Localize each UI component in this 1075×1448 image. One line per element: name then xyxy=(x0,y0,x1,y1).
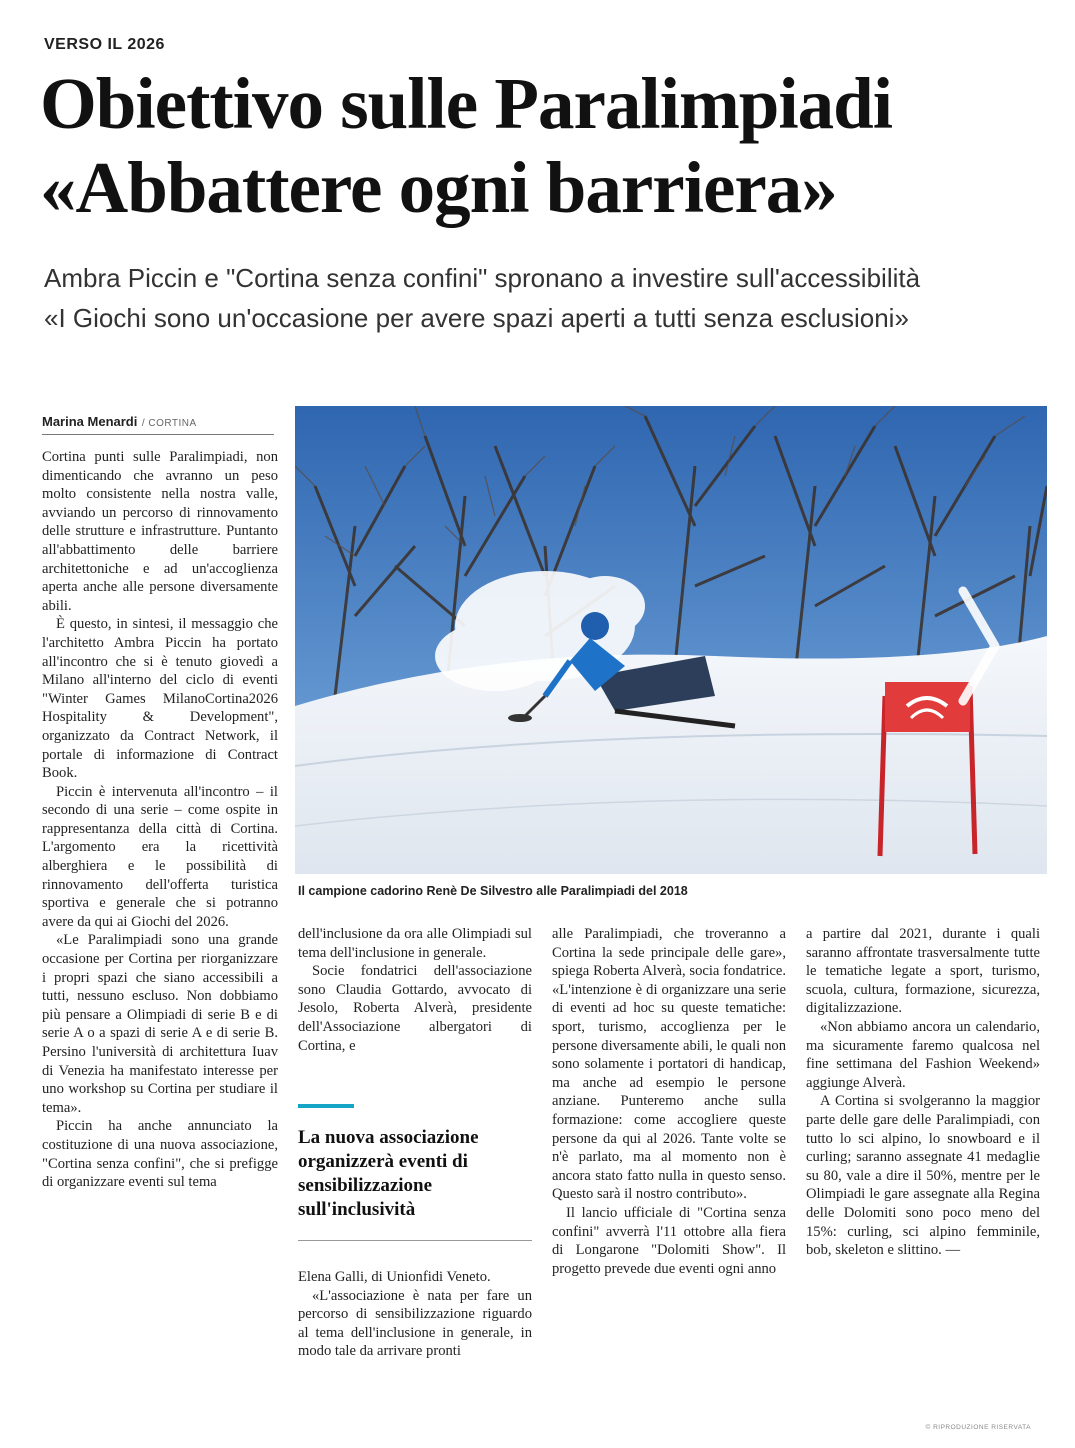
paragraph: Il lancio ufficiale di "Cortina senza confini" avverrà l'11 ottobre alla fiera di Longarone "Dolomiti Show". Il progetto prevede due eventi ogni anno xyxy=(552,1204,786,1277)
article-column-2-continued xyxy=(298,1268,532,1361)
photo-caption: Il campione cadorino Renè De Silvestro alle Paralimpiadi del 2018 xyxy=(298,884,688,898)
byline xyxy=(42,413,274,435)
paragraph: Elena Galli, di Unionfidi Veneto. xyxy=(298,1269,491,1285)
paragraph: Cortina punti sulle Paralimpiadi, non dimenticando che avranno un peso molto consistente nella nostra valle, avviando un percorso di rinnovamento delle strutture e infrastrutture. Puntanto all'abbattimento delle barriere architettoniche e ad un'accoglienza aperta anche alle persone diversamente abili. xyxy=(42,449,278,614)
divider xyxy=(298,1240,532,1241)
paragraph: a partire dal 2021, durante i quali saranno affrontate trasversalmente tutte le tematiche legate a sport, turismo, scuola, cultura, formazione, sicurezza, digitalizzazione. xyxy=(806,926,1040,1017)
paragraph: Piccin è intervenuta all'incontro – il secondo di una serie – come ospite in rappresentanza della città di Cortina. L'argomento era la ricettività alberghiera e le possibilità di rinnovamento dell'offerta turistica sportiva e generale che si potranno avere da qui ai Giochi del 2026. xyxy=(42,783,278,930)
byline-place: / CORTINA xyxy=(141,418,197,429)
subtitle-line-2: «I Giochi sono un'occasione per avere spazi aperti a tutti senza esclusioni» xyxy=(44,303,909,333)
article-column-4 xyxy=(806,925,1040,1260)
pull-quote xyxy=(298,1104,532,1241)
pull-quote-text: La nuova associazione organizzerà eventi di sensibilizzazione sull'inclusività xyxy=(298,1127,479,1220)
paragraph: A Cortina si svolgeranno la maggior parte delle gare delle Paralimpiadi, con tutto lo sci alpino, lo snowboard e il curling; saranno assegnate 41 medaglie su 80, vale a dire il 50%, mentre per le Olimpiadi le gare assegnate alla Regina delle Dolomiti sono poco meno del 15%: curling, sci alpino femminile, bob, skeleton e slittino. — xyxy=(806,1093,1040,1259)
paragraph: È questo, in sintesi, il messaggio che l'architetto Ambra Piccin ha portato all'incontro che si è tenuto giovedì a Milano all'interno del ciclo di eventi "Winter Games MilanoCortina2026 Hospitality & Development", organizzato da Contract Network, il portale di informazione di Contract Book. xyxy=(42,616,278,782)
ski-photo-illustration xyxy=(295,406,1047,874)
paragraph: «Le Paralimpiadi sono una grande occasione per Cortina per riorganizzare i propri spazi che siano accessibili a tutti, nessuno escluso. Non dobbiamo più pensare a Olimpiadi di serie B e di serie A o a spazi di serie A e di serie B. Persino l'università di architettura Iuav di Venezia ha manifestato interesse per uno workshop su Cortina per studiare il tema». xyxy=(42,932,278,1116)
subtitle-line-1: Ambra Piccin e "Cortina senza confini" spronano a investire sull'accessibilità xyxy=(44,263,921,293)
article-column-3 xyxy=(552,925,786,1278)
paragraph: Socie fondatrici dell'associazione sono Claudia Gottardo, avvocato di Jesolo, Roberta Alverà, presidente dell'Associazione albergatori di Cortina, e xyxy=(298,963,532,1054)
article-photo xyxy=(295,406,1047,874)
copyright-credit: © RIPRODUZIONE RISERVATA xyxy=(925,1424,1031,1431)
byline-author: Marina Menardi xyxy=(42,414,138,429)
paragraph: «Non abbiamo ancora un calendario, ma sicuramente faremo qualcosa nel fine settimana del Fashion Weekend» aggiunge Alverà. xyxy=(806,1018,1040,1091)
paragraph: Piccin ha anche annunciato la costituzione di una nuova associazione, "Cortina senza confini", che si prefigge di organizzare eventi sul tema xyxy=(42,1118,278,1191)
paragraph: «L'associazione è nata per fare un percorso di sensibilizzazione riguardo al tema dell'inclusione in generale, in modo tale da arrivare pronti xyxy=(298,1287,532,1360)
paragraph: alle Paralimpiadi, che troveranno a Cortina la sede principale delle gare», spiega Roberta Alverà, socia fondatrice. «L'intenzione è di organizzare una serie di eventi ad hoc su queste tematiche: sport, turismo, accoglienza per le persone diversamente abili, le quali non sono solamente i portatori di handicap, ma anche ad esempio le persone anziane. Punteremo anche sulla formazione: come accogliere queste persone da qui al 2026. Tante volte se n'è parlato, ma al momento non è ancora stato fatto nulla in questo senso. Questo sarà il nostro contributo». xyxy=(552,926,786,1203)
article-column-1 xyxy=(42,448,278,1192)
accent-bar xyxy=(298,1104,354,1108)
article-column-2 xyxy=(298,925,532,1055)
headline-line-1: Obiettivo sulle Paralimpiadi xyxy=(40,63,893,144)
headline xyxy=(40,62,1050,230)
paragraph: dell'inclusione da ora alle Olimpiadi sul tema dell'inclusione in generale. xyxy=(298,926,532,961)
subtitle xyxy=(44,258,1044,338)
headline-line-2: «Abbattere ogni barriera» xyxy=(40,147,837,228)
section-kicker: VERSO IL 2026 xyxy=(44,36,165,53)
